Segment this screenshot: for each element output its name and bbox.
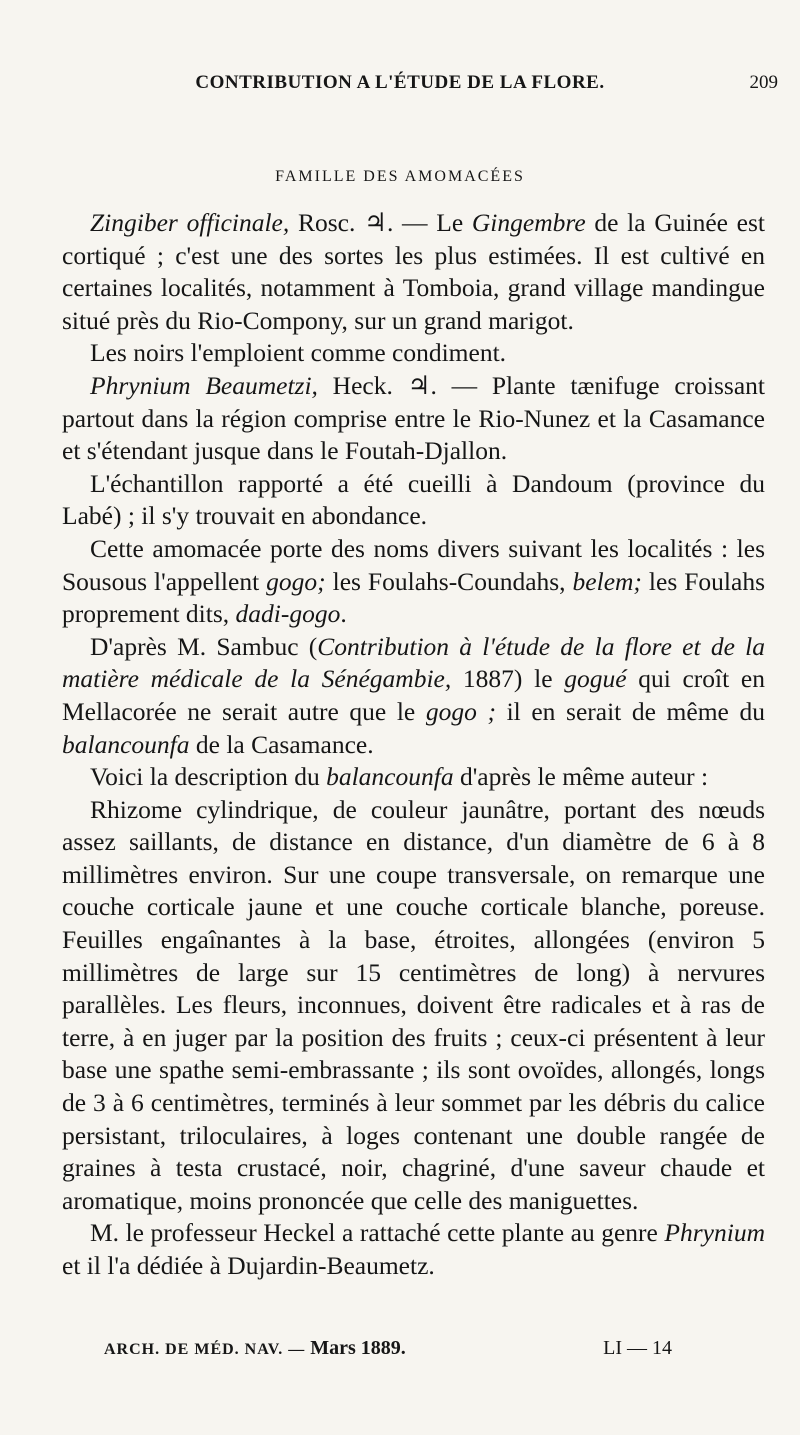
local-name: dadi-gogo — [235, 599, 341, 629]
paragraph-heckel — [62, 1217, 765, 1282]
text-run: Rosc. ♃. — Le — [289, 208, 472, 237]
local-name: gogo ; — [425, 696, 496, 726]
text-run: d'après le même auteur : — [453, 762, 709, 792]
common-name: Gingembre — [471, 208, 586, 237]
signature-mark: LI — 14 — [603, 1337, 672, 1359]
genus-name: Phrynium — [664, 1218, 765, 1248]
text-run: . — [340, 599, 347, 629]
paragraph-zingiber — [62, 207, 765, 337]
text-run: et il l'a dédiée à Dujardin-Beaumetz. — [62, 1251, 435, 1280]
paragraph-condiment: Les noirs l'emploient comme condiment. — [90, 338, 507, 368]
paragraph-local-names — [62, 533, 765, 631]
species-name: Phrynium Beaumetzi, — [90, 370, 318, 400]
journal-name: ARCH. DE MÉD. NAV. — — [104, 1341, 311, 1358]
text-run: de la Casamance. — [189, 729, 374, 759]
paragraph-description-intro — [62, 761, 765, 794]
journal-reference — [104, 1337, 406, 1360]
section-title: FAMILLE DES AMOMACÉES — [275, 168, 525, 185]
local-name: belem; — [572, 566, 642, 596]
paragraph-specimen: L'échantillon rapporté a été cueilli à Dandoum (province du Labé) ; il s'y trouvait en abondance. — [62, 468, 765, 531]
text-run: M. le professeur Heckel a rattaché cette plante au genre — [90, 1218, 665, 1248]
text-run: Cette amomacée porte des noms divers suivant les localités : les Sousous l'appellent — [62, 533, 765, 596]
text-run: Heck. ♃. — Plante tænifuge croissant partout dans la région comprise entre le Rio-Nunez et la Casamance et s'étendant jusque dans le Foutah-Djallon. — [62, 370, 765, 466]
page-number: 209 — [749, 72, 778, 93]
text-run: Voici la description du — [90, 762, 327, 792]
local-name: balancounfa — [62, 729, 190, 759]
local-name: balancounfa — [326, 762, 454, 792]
species-name: Zingiber officinale, — [90, 208, 290, 237]
local-name: gogué — [564, 664, 627, 694]
local-name: gogo; — [266, 566, 326, 596]
footer — [104, 1337, 672, 1365]
text-run: de la Guinée est cortiqué ; c'est une des sortes les plus estimées. Il est cultivé en certaines localités, notamment à Tomboia, grand village mandingue situé près du Rio-Compony, sur un grand marigot. — [62, 208, 765, 335]
text-run: les Foulahs proprement dits, — [62, 566, 765, 629]
paragraph-sambuc — [62, 631, 765, 761]
text-run: 1887) le — [451, 664, 565, 694]
running-title: CONTRIBUTION A L'ÉTUDE DE LA FLORE. — [195, 72, 605, 93]
text-run: il en serait de même du — [495, 696, 765, 726]
body-text — [62, 207, 765, 1283]
text-run: D'après M. Sambuc ( — [90, 631, 318, 661]
issue-date: Mars 1889. — [310, 1337, 406, 1359]
cited-work: Contribution à l'étude de la flore et de la matière médicale de la Sénégambie, — [62, 631, 765, 694]
paragraph-phrynium — [62, 370, 765, 468]
text-run: qui croît en Mellacorée ne serait autre que le — [62, 664, 765, 726]
paragraph-description: Rhizome cylindrique, de couleur jaunâtre, portant des nœuds assez saillants, de distance en distance, d'un diamètre de 6 à 8 millimètres environ. Sur une coupe transversale, on remarque une couche corticale jaune et une couche corticale blanche, poreuse. Feuilles engaînantes à la base, étroites, allongées (environ 5 millimètres de large sur 15 centimètres de long) à nervures parallèles. Les fleurs, inconnues, doivent être radicales et à ras de terre, à en juger par la position des fruits ; ceux-ci présentent à leur base une spathe semi-embrassante ; ils sont ovoïdes, allongés, longs de 3 à 6 centimètres, terminés à leur sommet par les débris du calice persistant, triloculaires, à loges contenant une double rangée de graines à testa crustacé, noir, chagriné, d'une saveur chaude et aromatique, moins prononcée que celle des maniguettes. — [62, 794, 765, 1215]
text-run: les Foulahs-Coundahs, — [325, 566, 573, 596]
running-head — [0, 72, 800, 102]
